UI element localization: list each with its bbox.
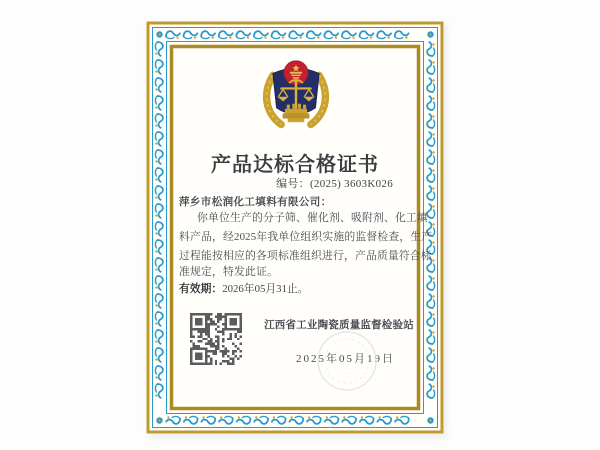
serial-value: (2025) 3603K026 <box>309 178 393 190</box>
body-text-line: 准规定，特发此证。 <box>179 266 278 278</box>
validity-value: 2026年05月31止。 <box>222 283 309 295</box>
body-text-line: 你单位生产的分子筛、催化剂、吸附剂、化工填 <box>197 212 428 224</box>
recipient-company: 萍乡市松润化工填料有限公司： <box>179 197 332 208</box>
embossed-seal <box>314 328 380 394</box>
serial-number-line <box>146 175 393 191</box>
validity-line <box>179 281 309 296</box>
body-text-line: 过程能按相应的各项标准组织进行，产品质量符合标 <box>179 250 432 262</box>
market-supervision-badge-icon <box>259 55 333 133</box>
certificate-document <box>146 21 444 434</box>
serial-label: 编号： <box>276 178 310 190</box>
validity-label: 有效期： <box>179 283 223 295</box>
verification-qr-code <box>190 313 242 365</box>
certificate-title: 产品达标合格证书 <box>211 154 379 176</box>
issue-date: 2025年05月19日 <box>296 353 395 365</box>
body-text-line: 料产品，经2025年我单位组织实施的监督检查，生产 <box>179 231 433 243</box>
issuer-organization: 江西省工业陶瓷质量监督检验站 <box>264 320 414 331</box>
